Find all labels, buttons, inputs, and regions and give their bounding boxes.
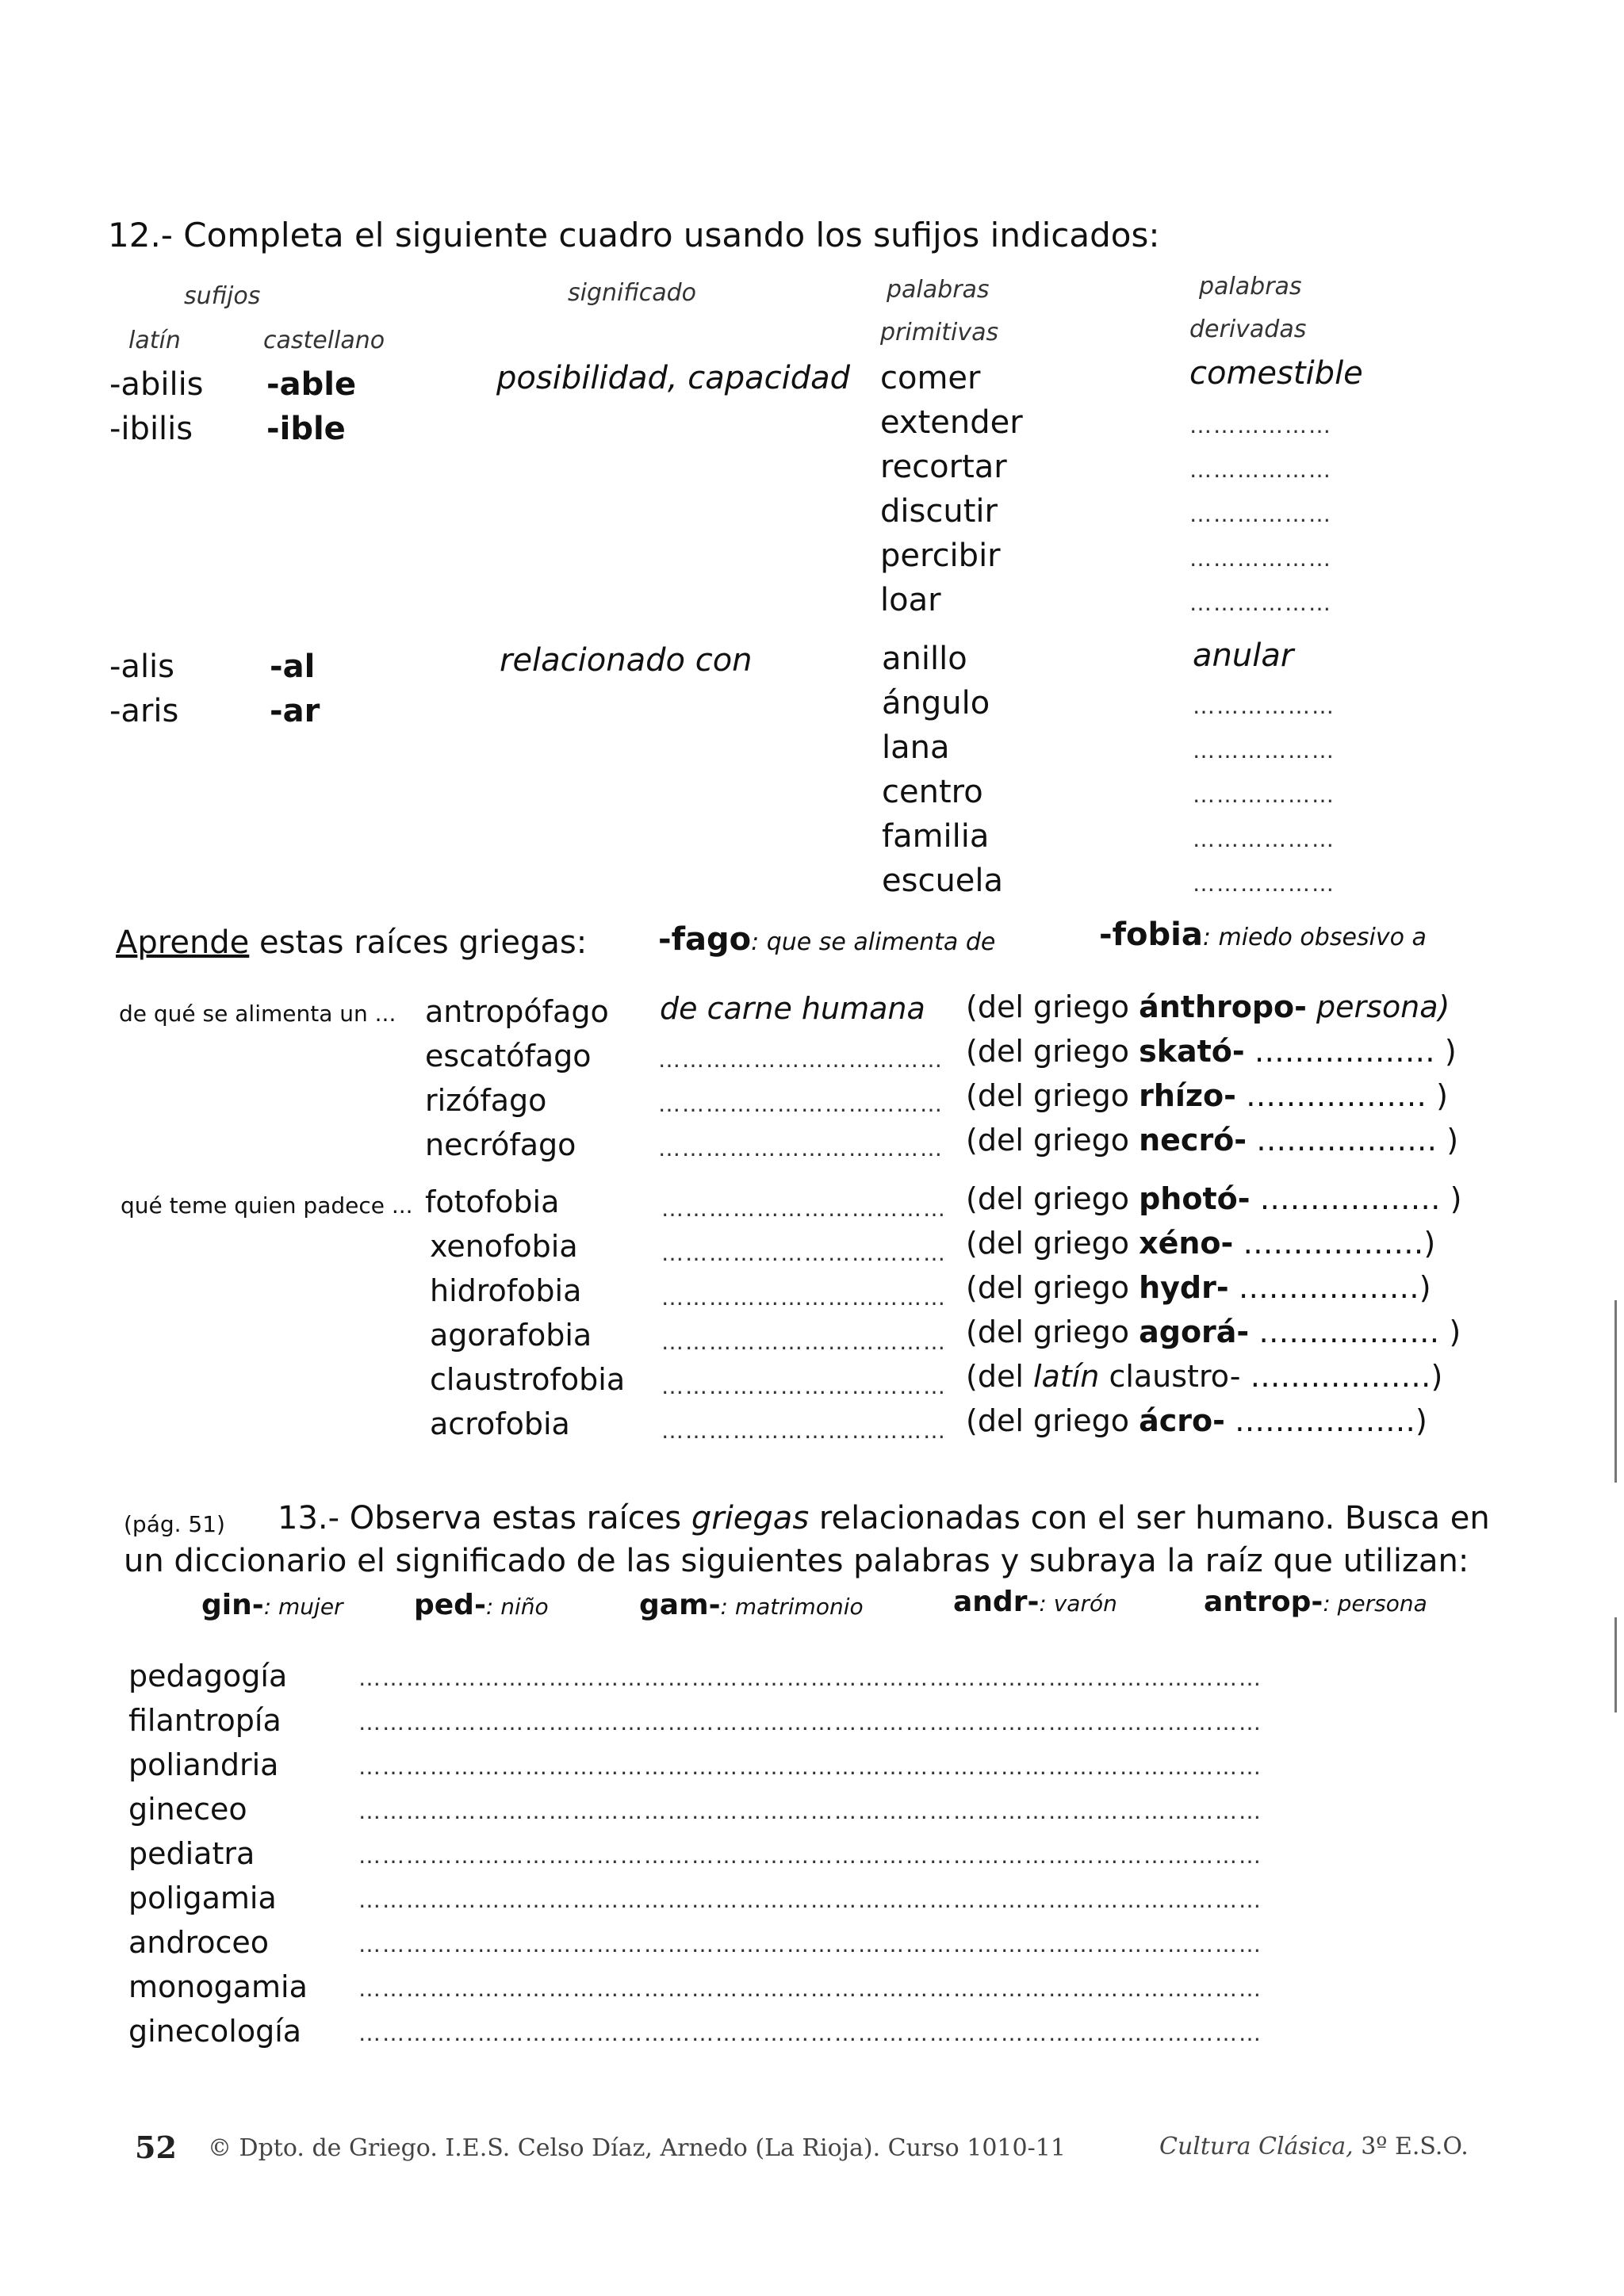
header-castellano: castellano (263, 327, 385, 354)
suffix-latin: -abilis (109, 366, 204, 403)
suffix-latin: -alis (109, 649, 175, 685)
derived-word-blank: ……………… (1189, 457, 1332, 483)
answer-blank: ……………………………… (661, 1240, 947, 1266)
greek-origin: (del griego ácro- ………………) (966, 1403, 1427, 1438)
greek-origin: (del griego necró- ……………… ) (966, 1123, 1459, 1158)
exercise-13-line1: 13.- Observa estas raíces griegas relacionadas con el ser humano. Busca en (278, 1500, 1490, 1536)
root-andr: andr-: varón (953, 1586, 1117, 1618)
answer-blank: ……………………………… (658, 1135, 944, 1161)
greek-origin: (del griego ánthropo- persona) (966, 989, 1450, 1024)
primitive-word: loar (880, 582, 941, 618)
header-primitivas: primitivas (880, 319, 999, 346)
primitive-word: discutir (880, 493, 998, 530)
primitive-word: extender (880, 404, 1023, 441)
meaning: posibilidad, capacidad (496, 360, 851, 396)
suffix-castellano: -ible (266, 411, 346, 447)
greek-word: antropófago (425, 994, 609, 1029)
answer-example: de carne humana (660, 991, 925, 1026)
answer-blank: ……………………………… (661, 1329, 947, 1355)
answer-blank: ……………………………… (661, 1373, 947, 1399)
root-ped: ped-: niño (414, 1589, 549, 1621)
vocab-word: androceo (128, 1925, 270, 1960)
root-gam: gam-: matrimonio (639, 1589, 864, 1621)
answer-blank: ……………………………… (661, 1418, 947, 1444)
meaning: relacionado con (500, 642, 753, 679)
header-significado: significado (568, 279, 697, 307)
vocab-word: pedagogía (128, 1659, 288, 1693)
greek-origin: (del latín claustro- ………………) (966, 1359, 1443, 1394)
greek-origin: (del griego rhízo- ……………… ) (966, 1078, 1448, 1113)
fago-definition: -fago: que se alimenta de (658, 921, 996, 958)
fago-lead: de qué se alimenta un ... (119, 1001, 396, 1027)
primitive-word: centro (882, 774, 983, 810)
greek-origin: (del griego agorá- ……………… ) (966, 1314, 1461, 1349)
greek-word: necrófago (425, 1127, 576, 1162)
header-palabras-primitivas: palabras (887, 276, 990, 304)
derived-word-blank: ……………… (1189, 501, 1332, 527)
primitive-word: recortar (880, 449, 1007, 485)
greek-word: agorafobia (430, 1318, 592, 1353)
root-gin: gin-: mujer (201, 1589, 343, 1621)
greek-origin: (del griego skató- ……………… ) (966, 1034, 1457, 1069)
header-derivadas: derivadas (1189, 316, 1307, 343)
vocab-word: poligamia (128, 1881, 277, 1915)
answer-line: …………………………………………………………………………………………………… (358, 1709, 1262, 1735)
suffix-castellano: -able (266, 366, 357, 403)
derived-word-blank: ……………… (1189, 590, 1332, 616)
greek-word: hidrofobia (430, 1273, 582, 1308)
derived-word-blank: ……………… (1189, 545, 1332, 572)
suffix-castellano: -ar (270, 693, 320, 729)
vocab-word: ginecología (128, 2014, 302, 2049)
header-sufijos: sufijos (184, 282, 261, 310)
footer-course: Cultura Clásica, 3º E.S.O. (1159, 2133, 1469, 2160)
root-antrop: antrop-: persona (1204, 1586, 1427, 1618)
fobia-lead: qué teme quien padece ... (121, 1192, 413, 1219)
answer-blank: ……………………………… (658, 1091, 944, 1117)
suffix-latin: -aris (109, 693, 179, 729)
scan-mark (1614, 1300, 1617, 1483)
primitive-word: percibir (880, 538, 1001, 574)
answer-line: …………………………………………………………………………………………………… (358, 1931, 1262, 1957)
answer-line: …………………………………………………………………………………………………… (358, 1887, 1262, 1913)
primitive-word: anillo (882, 641, 967, 677)
page-reference: (pág. 51) (124, 1511, 225, 1537)
greek-word: claustrofobia (430, 1362, 626, 1397)
suffix-castellano: -al (270, 649, 316, 685)
scan-mark (1614, 1617, 1617, 1712)
derived-word-blank: ……………… (1193, 693, 1335, 719)
derived-word-blank: ……………… (1193, 826, 1335, 852)
primitive-word: lana (882, 729, 950, 766)
answer-line: …………………………………………………………………………………………………… (358, 1976, 1262, 2002)
footer-credit: © Dpto. de Griego. I.E.S. Celso Díaz, Arnedo (La Rioja). Curso 1010-11 (208, 2134, 1066, 2162)
greek-word: escatófago (425, 1039, 592, 1073)
primitive-word: escuela (882, 863, 1004, 899)
header-latin: latín (128, 327, 181, 354)
greek-origin: (del griego hydr- ………………) (966, 1270, 1431, 1305)
header-palabras-derivadas: palabras (1199, 273, 1302, 300)
answer-line: …………………………………………………………………………………………………… (358, 1798, 1262, 1824)
aprende-heading: Aprende estas raíces griegas: (116, 924, 588, 961)
derived-word-blank: ……………… (1189, 412, 1332, 438)
answer-blank: ……………………………… (661, 1284, 947, 1311)
suffix-latin: -ibilis (109, 411, 193, 447)
primitive-word: comer (880, 360, 981, 396)
answer-line: …………………………………………………………………………………………………… (358, 2020, 1262, 2046)
exercise-12-title: 12.- Completa el siguiente cuadro usando los sufijos indicados: (108, 216, 1160, 254)
answer-line: …………………………………………………………………………………………………… (358, 1754, 1262, 1780)
answer-line: …………………………………………………………………………………………………… (358, 1843, 1262, 1869)
answer-blank: ……………………………… (658, 1047, 944, 1073)
primitive-word: ángulo (882, 685, 990, 721)
derived-word-example: comestible (1189, 355, 1363, 392)
answer-blank: ……………………………… (661, 1196, 947, 1222)
fobia-definition: -fobia: miedo obsesivo a (1099, 916, 1427, 953)
exercise-13-line2: un diccionario el significado de las siguientes palabras y subraya la raíz que utilizan: (124, 1543, 1469, 1579)
greek-word: fotofobia (425, 1184, 560, 1219)
primitive-word: familia (882, 818, 990, 855)
derived-word-blank: ……………… (1193, 782, 1335, 808)
vocab-word: monogamia (128, 1969, 308, 2004)
greek-word: rizófago (425, 1083, 547, 1118)
derived-word-blank: ……………… (1193, 737, 1335, 763)
greek-origin: (del griego photó- ……………… ) (966, 1181, 1462, 1216)
greek-word: acrofobia (430, 1406, 570, 1441)
page-number: 52 (135, 2130, 177, 2165)
derived-word-blank: ……………… (1193, 871, 1335, 897)
vocab-word: poliandria (128, 1747, 279, 1782)
answer-line: …………………………………………………………………………………………………… (358, 1665, 1262, 1691)
vocab-word: pediatra (128, 1836, 255, 1871)
vocab-word: filantropía (128, 1703, 282, 1738)
greek-word: xenofobia (430, 1229, 578, 1264)
greek-origin: (del griego xéno- ………………) (966, 1226, 1436, 1261)
derived-word-example: anular (1193, 637, 1294, 674)
vocab-word: gineceo (128, 1792, 247, 1827)
